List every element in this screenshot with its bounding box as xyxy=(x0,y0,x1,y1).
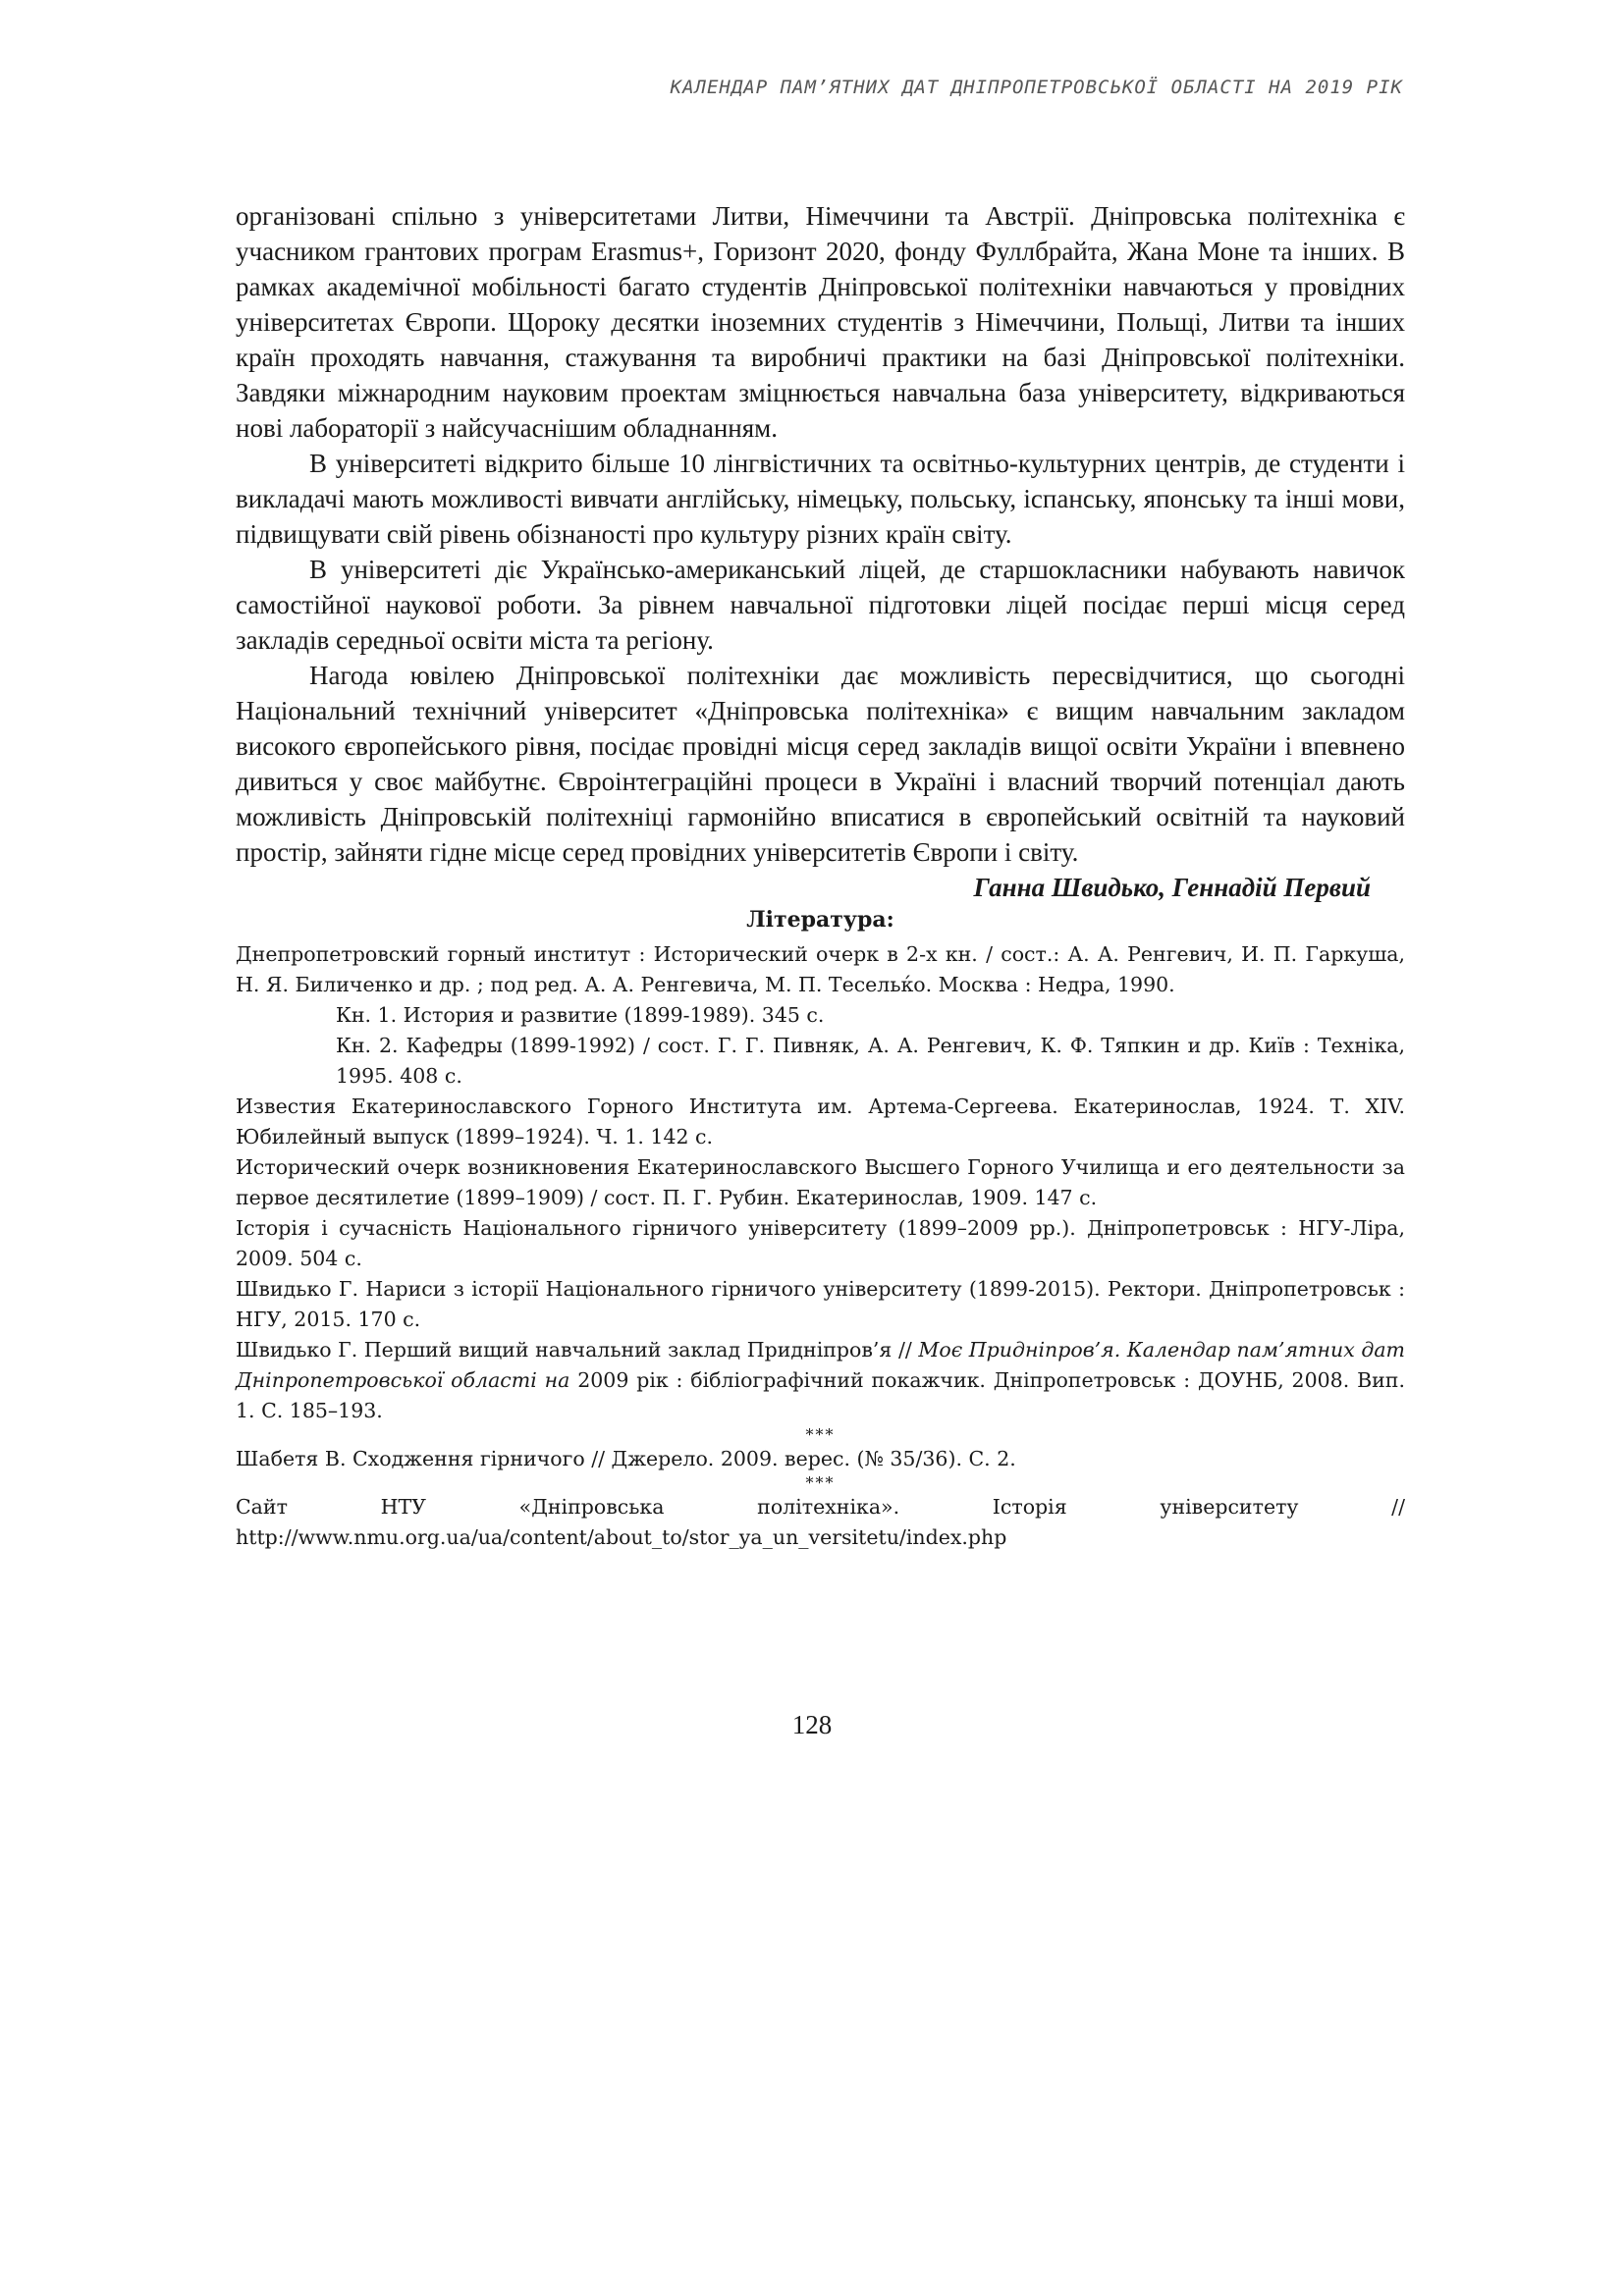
section-separator: *** xyxy=(805,1473,836,1492)
paragraph-3: В університеті діє Українсько-американський ліцей, де старшокласники набувають навичок самостійної наукової роботи. За рівнем навчальної підготовки ліцей посідає перші місця серед закладів середньої освіти міста та регіону. xyxy=(236,555,1405,655)
literature-sub-entry: Кн. 2. Кафедры (1899-1992) / сост. Г. Г. Пивняк, А. А. Ренгевич, К. Ф. Тяпкин и др. Київ : Техніка, 1995. 408 с. xyxy=(336,1034,1405,1088)
literature-section xyxy=(236,905,1405,1553)
literature-sub-entry: Кн. 1. История и развитие (1899-1989). 345 с. xyxy=(336,1003,825,1027)
article-body xyxy=(236,198,1405,905)
literature-url[interactable]: http://www.nmu.org.ua/ua/content/about_to/stor_ya_un_versitetu/index.php xyxy=(236,1525,1007,1549)
literature-entry-italic: Моє Придніпров’я. Календар пам’ятних дат Дніпропетровської області на xyxy=(236,1338,1406,1392)
running-header: КАЛЕНДАР ПАМ’ЯТНИХ ДАТ ДНІПРОПЕТРОВСЬКОЇ ОБЛАСТІ НА 2019 РІК xyxy=(670,77,1403,98)
literature-heading: Література: xyxy=(746,907,894,933)
section-separator: *** xyxy=(805,1425,836,1444)
paragraph-1: організовані спільно з університетами Литви, Німеччини та Австрії. Дніпровська політехніка є учасником грантових програм Erasmus+, Горизонт 2020, фонду Фуллбрайта, Жана Моне та інших. В рамках академічної мобільності багато студентів Дніпровської політехніки навчаються у провідних університетах Європи. Щороку десятки іноземних студентів з Німеччини, Польщі, Литви та інших країн проходять навчання, стажування та виробничі практики на базі Дніпровської політехніки. Завдяки міжнародним науковим проектам зміцнюється навчальна база університету, відкриваються нові лабораторії з найсучаснішим обладнанням. xyxy=(236,201,1405,443)
literature-entry: Исторический очерк возникновения Екатеринославского Высшего Горного Училища и его деятельности за первое десятилетие (1899–1909) / сост. П. Г. Рубин. Екатеринослав, 1909. 147 с. xyxy=(236,1155,1405,1209)
literature-entry: Днепропетровский горный институт : Исторический очерк в 2-х кн. / сост.: А. А. Ренгевич, И. П. Гаркуша, Н. Я. Биличенко и др. ; под ред. А. А. Ренгевича, М. П. Тесельќо. Москва : Недра, 1990. xyxy=(236,942,1405,996)
paragraph-4: Нагода ювілею Дніпровської політехніки дає можливість пересвідчитися, що сьогодні Національний технічний університет «Дніпровська політехніка» є вищим навчальним закладом високого європейського рівня, посідає провідні місця серед закладів вищої освіти України і впевнено дивиться у своє майбутнє. Євроінтеграційні процеси в Україні і власний творчий потенціал дають можливість Дніпровській політехніці гармонійно вписатися в європейський освітній та науковий простір, зайняти гідне місце серед провідних університетів Європи і світу. xyxy=(236,661,1405,867)
literature-entry: Історія і сучасність Національного гірничого університету (1899–2009 рр.). Дніпропетровськ : НГУ-Ліра, 2009. 504 с. xyxy=(236,1216,1405,1270)
author-signature: Ганна Швидько, Геннадій Первий xyxy=(973,873,1371,902)
paragraph-2: В університеті відкрито більше 10 лінгвістичних та освітньо-культурних центрів, де студенти і викладачі мають можливості вивчати англійську, німецьку, польську, іспанську, японську та інші мови, підвищувати свій рівень обізнаності про культуру різних країн світу. xyxy=(236,449,1405,549)
literature-entry: Известия Екатеринославского Горного Института им. Артема-Сергеева. Екатеринослав, 1924. Т. XIV. Юбилейный выпуск (1899–1924). Ч. 1. 142 с. xyxy=(236,1095,1405,1148)
literature-entry-text: Швидько Г. Перший вищий навчальний заклад Придніпров’я // xyxy=(236,1338,919,1362)
literature-entry-text: 2009 рік : бібліографічний покажчик. Дніпропетровськ : ДОУНБ, 2008. Вип. 1. С. 185–193. xyxy=(236,1368,1405,1422)
literature-entry: Швидько Г. Нариси з історії Національного гірничого університету (1899-2015). Ректори. Дніпропетровськ : НГУ, 2015. 170 с. xyxy=(236,1277,1405,1331)
literature-entry xyxy=(236,1335,1405,1426)
literature-entry-site: Сайт НТУ «Дніпровська політехніка». Історія університету // xyxy=(236,1495,1405,1519)
page-number: 128 xyxy=(791,1710,833,1739)
literature-entry: Шабетя В. Сходження гірничого // Джерело. 2009. верес. (№ 35/36). С. 2. xyxy=(236,1447,1016,1470)
